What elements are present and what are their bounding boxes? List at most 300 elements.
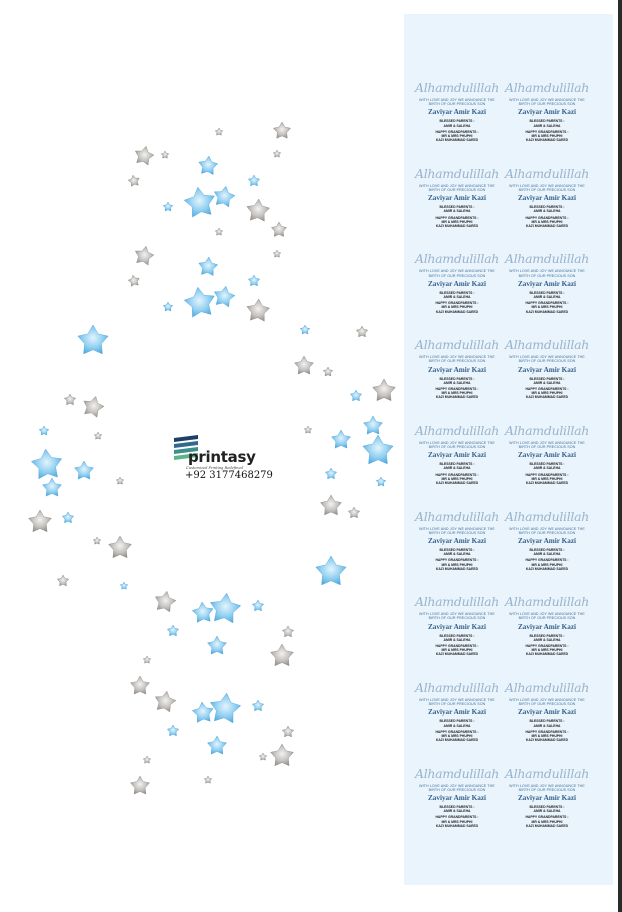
label-baby-name: Zaviyar Amir Kazi xyxy=(517,622,577,631)
blue-star-icon xyxy=(39,426,49,435)
label-script-title: Alhamdulillah xyxy=(504,337,590,353)
label-parents xyxy=(502,119,592,127)
label-grandparents xyxy=(502,130,592,143)
parents-heading: BLESSED PARENTS : xyxy=(439,290,475,295)
label-parents xyxy=(412,205,502,213)
label-baby-name: Zaviyar Amir Kazi xyxy=(517,536,577,545)
parents-names: AMIR & SALEHA xyxy=(533,466,561,471)
grandparents-heading: HAPPY GRANDPARENTS : xyxy=(435,386,479,391)
label-script-title: Alhamdulillah xyxy=(504,80,590,95)
birth-announcement-label xyxy=(502,766,592,852)
gray-star-icon xyxy=(273,150,281,157)
grandparents-heading: HAPPY GRANDPARENTS : xyxy=(435,301,479,306)
birth-announcement-label xyxy=(412,423,502,509)
grandparents-line: KAZI MUHAMMAD SAEED xyxy=(435,223,479,228)
blue-star-icon xyxy=(252,600,263,611)
label-script-title: Alhamdulillah xyxy=(414,508,500,524)
blue-star-icon xyxy=(364,416,383,434)
parents-names: AMIR & SALEHA xyxy=(533,209,561,214)
label-script-title: Alhamdulillah xyxy=(504,508,590,524)
label-grandparents xyxy=(412,644,502,657)
grandparents-line: MR & MRS PHUPHI xyxy=(531,819,563,824)
grandparents-line: MR & MRS PHUPHI xyxy=(441,648,473,653)
label-announcement xyxy=(412,612,502,620)
announcement-line: BIRTH OF OUR PRECIOUS SON xyxy=(518,702,576,707)
label-script-title: Alhamdulillah xyxy=(414,594,500,610)
grandparents-line: MR & MRS PHUPHI xyxy=(531,391,563,396)
birth-announcement-label xyxy=(502,251,592,337)
grandparents-heading: HAPPY GRANDPARENTS : xyxy=(435,644,479,648)
label-announcement xyxy=(502,612,592,620)
grandparents-heading: HAPPY GRANDPARENTS : xyxy=(435,815,479,820)
label-script-title: Alhamdulillah xyxy=(504,679,590,695)
gray-star-icon xyxy=(135,246,154,265)
gray-star-icon xyxy=(304,426,312,433)
parents-heading: BLESSED PARENTS : xyxy=(439,719,475,724)
grandparents-line: KAZI MUHAMMAD SAEED xyxy=(435,823,479,828)
grandparents-heading: HAPPY GRANDPARENTS : xyxy=(525,472,569,477)
label-grandparents xyxy=(412,815,502,828)
blue-star-icon xyxy=(199,156,218,175)
blue-star-icon xyxy=(325,468,336,479)
parents-heading: BLESSED PARENTS : xyxy=(529,719,565,724)
label-baby-name: Zaviyar Amir Kazi xyxy=(517,708,577,717)
label-baby-name: Zaviyar Amir Kazi xyxy=(517,108,577,117)
grandparents-line: MR & MRS PHUPHI xyxy=(531,562,563,567)
announcement-line: WITH LOVE AND JOY WE ANNOUNCE THE xyxy=(419,269,495,274)
label-grandparents xyxy=(412,216,502,229)
grandparents-heading: HAPPY GRANDPARENTS : xyxy=(525,644,569,648)
parents-heading: BLESSED PARENTS : xyxy=(439,376,475,381)
announcement-line: BIRTH OF OUR PRECIOUS SON xyxy=(428,187,486,192)
blue-star-icon xyxy=(210,693,240,723)
birth-announcement-label xyxy=(412,166,502,252)
birth-announcement-label xyxy=(502,423,592,509)
parents-names: AMIR & SALEHA xyxy=(533,637,561,642)
birth-announcement-label xyxy=(502,680,592,766)
gray-star-icon xyxy=(143,756,151,763)
blue-star-icon xyxy=(252,700,263,711)
blue-star-icon xyxy=(208,736,227,754)
page-edge xyxy=(618,0,622,912)
label-script-title: Alhamdulillah xyxy=(414,165,500,181)
gray-star-icon xyxy=(93,537,101,544)
birth-announcement-label xyxy=(502,337,592,423)
label-baby-name: Zaviyar Amir Kazi xyxy=(517,279,577,288)
gray-star-icon xyxy=(271,744,294,766)
gray-star-icon xyxy=(155,691,176,712)
grandparents-line: KAZI MUHAMMAD SAEED xyxy=(435,395,479,400)
label-parents xyxy=(502,548,592,556)
announcement-line: WITH LOVE AND JOY WE ANNOUNCE THE xyxy=(509,783,585,788)
grandparents-line: MR & MRS PHUPHI xyxy=(531,305,563,310)
blue-star-icon xyxy=(78,325,108,354)
parents-names: AMIR & SALEHA xyxy=(533,295,561,299)
gray-star-icon xyxy=(215,228,223,235)
announcement-line: WITH LOVE AND JOY WE ANNOUNCE THE xyxy=(419,355,495,360)
gray-star-icon xyxy=(271,644,294,666)
gray-star-icon xyxy=(155,591,176,612)
label-parents xyxy=(412,119,502,127)
grandparents-line: KAZI MUHAMMAD SAEED xyxy=(525,823,569,828)
label-announcement xyxy=(412,441,502,449)
announcement-line: BIRTH OF OUR PRECIOUS SON xyxy=(428,530,486,535)
parents-heading: BLESSED PARENTS : xyxy=(529,462,565,467)
label-grandparents xyxy=(502,216,592,229)
label-announcement xyxy=(412,698,502,706)
blue-star-icon xyxy=(214,186,235,207)
blue-star-icon xyxy=(316,556,346,585)
blue-star-icon xyxy=(210,593,240,623)
label-baby-name: Zaviyar Amir Kazi xyxy=(427,194,487,203)
label-baby-name: Zaviyar Amir Kazi xyxy=(427,708,487,717)
brand-tagline: Customized Printing Redefined xyxy=(186,466,243,470)
announcement-line: WITH LOVE AND JOY WE ANNOUNCE THE xyxy=(509,98,585,102)
blue-star-icon xyxy=(376,477,386,486)
parents-heading: BLESSED PARENTS : xyxy=(529,205,565,210)
birth-announcement-label xyxy=(502,509,592,595)
grandparents-heading: HAPPY GRANDPARENTS : xyxy=(435,472,479,477)
label-announcement xyxy=(502,355,592,363)
blue-star-icon xyxy=(332,430,351,448)
label-announcement xyxy=(502,784,592,792)
grandparents-line: MR & MRS PHUPHI xyxy=(531,134,563,139)
gray-star-icon xyxy=(295,356,314,374)
grandparents-line: MR & MRS PHUPHI xyxy=(441,391,473,396)
gray-star-icon xyxy=(64,394,75,405)
birth-announcement-label xyxy=(502,166,592,252)
gray-star-icon xyxy=(323,367,333,376)
blue-star-icon xyxy=(120,582,128,589)
label-announcement xyxy=(502,98,592,106)
parents-heading: BLESSED PARENTS : xyxy=(529,805,565,809)
parents-names: AMIR & SALEHA xyxy=(443,637,471,642)
parents-names: AMIR & SALEHA xyxy=(533,723,561,728)
gray-star-icon xyxy=(321,495,342,515)
announcement-line: WITH LOVE AND JOY WE ANNOUNCE THE xyxy=(509,697,585,702)
label-script-title: Alhamdulillah xyxy=(504,251,590,267)
label-parents xyxy=(502,719,592,727)
grandparents-line: MR & MRS PHUPHI xyxy=(441,219,473,224)
blue-star-icon xyxy=(363,435,393,464)
grandparents-heading: HAPPY GRANDPARENTS : xyxy=(525,301,569,306)
parents-names: AMIR & SALEHA xyxy=(533,809,561,814)
gray-star-icon xyxy=(271,222,286,237)
label-script-title: Alhamdulillah xyxy=(414,337,500,353)
announcement-line: BIRTH OF OUR PRECIOUS SON xyxy=(428,359,486,364)
parents-names: AMIR & SALEHA xyxy=(443,209,471,214)
blue-star-icon xyxy=(163,302,173,311)
announcement-line: WITH LOVE AND JOY WE ANNOUNCE THE xyxy=(419,183,495,188)
gray-star-icon xyxy=(282,626,293,637)
printasy-logo xyxy=(172,434,273,484)
birth-announcement-label xyxy=(412,509,502,595)
label-grandparents xyxy=(412,558,502,571)
announcement-line: WITH LOVE AND JOY WE ANNOUNCE THE xyxy=(419,697,495,702)
label-grandparents xyxy=(502,730,592,743)
blue-star-icon xyxy=(199,257,218,276)
gray-star-icon xyxy=(128,175,139,186)
birth-announcement-label xyxy=(412,766,502,852)
label-parents xyxy=(502,377,592,385)
announcement-line: WITH LOVE AND JOY WE ANNOUNCE THE xyxy=(419,98,495,102)
label-parents xyxy=(412,291,502,299)
parents-heading: BLESSED PARENTS : xyxy=(439,119,475,124)
label-script-title: Alhamdulillah xyxy=(414,80,500,95)
parents-names: AMIR & SALEHA xyxy=(443,809,471,814)
announcement-line: BIRTH OF OUR PRECIOUS SON xyxy=(518,445,576,449)
parents-names: AMIR & SALEHA xyxy=(443,295,471,299)
parents-heading: BLESSED PARENTS : xyxy=(529,290,565,295)
announcement-line: WITH LOVE AND JOY WE ANNOUNCE THE xyxy=(509,269,585,274)
label-announcement xyxy=(412,527,502,535)
announcement-line: BIRTH OF OUR PRECIOUS SON xyxy=(518,616,576,621)
gray-star-icon xyxy=(57,575,68,586)
grandparents-heading: HAPPY GRANDPARENTS : xyxy=(525,729,569,734)
grandparents-heading: HAPPY GRANDPARENTS : xyxy=(435,558,479,563)
grandparents-line: KAZI MUHAMMAD SAEED xyxy=(435,138,479,143)
label-parents xyxy=(412,634,502,642)
birth-announcement-label xyxy=(412,251,502,337)
label-script-title: Alhamdulillah xyxy=(504,765,590,781)
label-grandparents xyxy=(412,387,502,400)
label-parents xyxy=(412,719,502,727)
gray-star-icon xyxy=(215,128,223,135)
announcement-line: WITH LOVE AND JOY WE ANNOUNCE THE xyxy=(509,526,585,531)
parents-heading: BLESSED PARENTS : xyxy=(529,633,565,638)
parents-heading: BLESSED PARENTS : xyxy=(529,547,565,552)
announcement-line: WITH LOVE AND JOY WE ANNOUNCE THE xyxy=(509,183,585,188)
label-grandparents xyxy=(502,473,592,486)
grandparents-line: MR & MRS PHUPHI xyxy=(441,819,473,824)
label-grandparents xyxy=(412,730,502,743)
blue-star-icon xyxy=(167,625,178,636)
announcement-line: BIRTH OF OUR PRECIOUS SON xyxy=(518,102,576,107)
blue-star-icon xyxy=(167,725,178,736)
parents-heading: BLESSED PARENTS : xyxy=(529,376,565,381)
label-baby-name: Zaviyar Amir Kazi xyxy=(517,794,577,802)
label-baby-name: Zaviyar Amir Kazi xyxy=(427,794,487,802)
announcement-line: BIRTH OF OUR PRECIOUS SON xyxy=(518,359,576,364)
gray-star-icon xyxy=(356,326,367,337)
announcement-line: WITH LOVE AND JOY WE ANNOUNCE THE xyxy=(509,355,585,360)
label-announcement xyxy=(502,269,592,277)
grandparents-line: KAZI MUHAMMAD SAEED xyxy=(525,738,569,743)
grandparents-line: KAZI MUHAMMAD SAEED xyxy=(525,652,569,657)
label-grandparents xyxy=(412,473,502,486)
grandparents-line: KAZI MUHAMMAD SAEED xyxy=(525,309,569,314)
announcement-line: BIRTH OF OUR PRECIOUS SON xyxy=(518,530,576,535)
label-parents xyxy=(502,805,592,813)
gray-star-icon xyxy=(273,250,281,257)
label-script-title: Alhamdulillah xyxy=(414,422,500,438)
label-grandparents xyxy=(502,644,592,657)
label-baby-name: Zaviyar Amir Kazi xyxy=(517,365,577,374)
grandparents-line: MR & MRS PHUPHI xyxy=(531,733,563,738)
label-grandparents xyxy=(502,387,592,400)
label-baby-name: Zaviyar Amir Kazi xyxy=(427,279,487,288)
blue-star-icon xyxy=(350,390,361,401)
label-grandparents xyxy=(502,815,592,828)
label-parents xyxy=(502,462,592,470)
grandparents-line: KAZI MUHAMMAD SAEED xyxy=(435,652,479,657)
label-script-title: Alhamdulillah xyxy=(504,594,590,610)
blue-star-icon xyxy=(75,461,94,479)
label-parents xyxy=(502,291,592,299)
grandparents-heading: HAPPY GRANDPARENTS : xyxy=(525,386,569,391)
parents-names: AMIR & SALEHA xyxy=(443,552,471,557)
blue-star-icon xyxy=(184,287,214,317)
parents-heading: BLESSED PARENTS : xyxy=(439,805,475,809)
blue-star-icon xyxy=(31,449,61,479)
blue-star-icon xyxy=(214,286,235,307)
label-baby-name: Zaviyar Amir Kazi xyxy=(427,536,487,545)
label-baby-name: Zaviyar Amir Kazi xyxy=(427,622,487,631)
announcement-line: WITH LOVE AND JOY WE ANNOUNCE THE xyxy=(419,783,495,788)
label-baby-name: Zaviyar Amir Kazi xyxy=(427,108,487,117)
label-parents xyxy=(502,205,592,213)
gray-star-icon xyxy=(116,477,124,484)
label-parents xyxy=(412,805,502,813)
parents-names: AMIR & SALEHA xyxy=(443,723,471,728)
label-grandparents xyxy=(412,130,502,143)
blue-star-icon xyxy=(192,702,213,722)
announcement-line: WITH LOVE AND JOY WE ANNOUNCE THE xyxy=(419,612,495,617)
announcement-line: BIRTH OF OUR PRECIOUS SON xyxy=(428,702,486,707)
label-grandparents xyxy=(412,301,502,314)
label-announcement xyxy=(502,527,592,535)
grandparents-line: MR & MRS PHUPHI xyxy=(441,134,473,139)
blue-star-icon xyxy=(248,275,259,286)
grandparents-heading: HAPPY GRANDPARENTS : xyxy=(525,558,569,563)
announcement-line: BIRTH OF OUR PRECIOUS SON xyxy=(428,102,486,107)
announcement-line: WITH LOVE AND JOY WE ANNOUNCE THE xyxy=(419,440,495,445)
gray-star-icon xyxy=(143,656,151,663)
parents-names: AMIR & SALEHA xyxy=(533,380,561,385)
gray-star-icon xyxy=(94,432,102,439)
grandparents-line: KAZI MUHAMMAD SAEED xyxy=(435,738,479,743)
announcement-line: WITH LOVE AND JOY WE ANNOUNCE THE xyxy=(509,612,585,617)
parents-names: AMIR & SALEHA xyxy=(533,552,561,557)
announcement-line: WITH LOVE AND JOY WE ANNOUNCE THE xyxy=(419,526,495,531)
grandparents-heading: HAPPY GRANDPARENTS : xyxy=(435,129,479,134)
grandparents-line: MR & MRS PHUPHI xyxy=(531,476,563,481)
blue-star-icon xyxy=(62,512,73,523)
label-baby-name: Zaviyar Amir Kazi xyxy=(427,365,487,374)
birth-announcement-label xyxy=(412,80,502,166)
blue-star-icon xyxy=(184,187,214,217)
label-parents xyxy=(412,462,502,470)
gray-star-icon xyxy=(161,151,169,158)
parents-names: AMIR & SALEHA xyxy=(533,123,561,128)
grandparents-line: MR & MRS PHUPHI xyxy=(531,648,563,653)
gray-star-icon xyxy=(273,122,290,138)
label-announcement xyxy=(502,184,592,192)
label-parents xyxy=(412,548,502,556)
parents-names: AMIR & SALEHA xyxy=(443,380,471,385)
parents-heading: BLESSED PARENTS : xyxy=(439,462,475,467)
gray-star-icon xyxy=(247,199,270,221)
label-script-title: Alhamdulillah xyxy=(414,765,500,781)
parents-heading: BLESSED PARENTS : xyxy=(529,119,565,124)
blue-star-icon xyxy=(192,602,213,622)
label-script-title: Alhamdulillah xyxy=(414,251,500,267)
birth-announcement-label xyxy=(412,337,502,423)
birth-announcement-label xyxy=(502,80,592,166)
label-parents xyxy=(412,377,502,385)
parents-names: AMIR & SALEHA xyxy=(443,466,471,471)
announcement-line: BIRTH OF OUR PRECIOUS SON xyxy=(428,273,486,278)
gray-star-icon xyxy=(84,396,104,417)
grandparents-line: KAZI MUHAMMAD SAEED xyxy=(525,481,569,486)
grandparents-heading: HAPPY GRANDPARENTS : xyxy=(435,215,479,220)
label-announcement xyxy=(412,355,502,363)
blue-star-icon xyxy=(300,325,310,334)
parents-heading: BLESSED PARENTS : xyxy=(439,633,475,638)
gray-star-icon xyxy=(247,299,270,321)
grandparents-line: KAZI MUHAMMAD SAEED xyxy=(525,395,569,400)
label-announcement xyxy=(502,698,592,706)
grandparents-line: KAZI MUHAMMAD SAEED xyxy=(435,566,479,571)
contact-phone: +92 3177468279 xyxy=(185,470,273,481)
gray-star-icon xyxy=(204,776,212,783)
grandparents-line: MR & MRS PHUPHI xyxy=(441,733,473,738)
gray-star-icon xyxy=(282,726,293,737)
label-announcement xyxy=(412,184,502,192)
grandparents-heading: HAPPY GRANDPARENTS : xyxy=(435,729,479,734)
blue-star-icon xyxy=(208,636,227,654)
parents-heading: BLESSED PARENTS : xyxy=(439,205,475,210)
grandparents-line: KAZI MUHAMMAD SAEED xyxy=(435,309,479,314)
blue-star-icon xyxy=(43,478,62,496)
announcement-line: BIRTH OF OUR PRECIOUS SON xyxy=(518,273,576,278)
grandparents-line: KAZI MUHAMMAD SAEED xyxy=(525,566,569,571)
birth-announcement-label xyxy=(502,594,592,680)
grandparents-heading: HAPPY GRANDPARENTS : xyxy=(525,815,569,820)
label-baby-name: Zaviyar Amir Kazi xyxy=(517,451,577,460)
gray-star-icon xyxy=(128,275,139,286)
gray-star-icon xyxy=(259,753,267,760)
grandparents-line: MR & MRS PHUPHI xyxy=(441,476,473,481)
blue-star-icon xyxy=(248,175,259,186)
label-script-title: Alhamdulillah xyxy=(504,422,590,438)
announcement-line: BIRTH OF OUR PRECIOUS SON xyxy=(428,445,486,449)
label-baby-name: Zaviyar Amir Kazi xyxy=(517,194,577,203)
label-announcement xyxy=(502,441,592,449)
brand-name: printasy xyxy=(188,448,256,466)
gray-star-icon xyxy=(348,507,359,518)
gray-star-icon xyxy=(135,146,154,165)
grandparents-line: MR & MRS PHUPHI xyxy=(441,305,473,310)
announcement-line: WITH LOVE AND JOY WE ANNOUNCE THE xyxy=(509,440,585,445)
label-announcement xyxy=(412,269,502,277)
grandparents-line: KAZI MUHAMMAD SAEED xyxy=(525,223,569,228)
gray-star-icon xyxy=(373,379,396,401)
label-announcement xyxy=(412,784,502,792)
announcement-line: BIRTH OF OUR PRECIOUS SON xyxy=(518,187,576,192)
label-script-title: Alhamdulillah xyxy=(414,679,500,695)
gray-star-icon xyxy=(131,776,150,794)
announcement-line: BIRTH OF OUR PRECIOUS SON xyxy=(428,787,486,792)
announcement-line: BIRTH OF OUR PRECIOUS SON xyxy=(428,616,486,621)
grandparents-line: MR & MRS PHUPHI xyxy=(441,562,473,567)
label-parents xyxy=(502,634,592,642)
gray-star-icon xyxy=(131,676,150,694)
grandparents-heading: HAPPY GRANDPARENTS : xyxy=(525,215,569,220)
grandparents-heading: HAPPY GRANDPARENTS : xyxy=(525,129,569,134)
grandparents-line: KAZI MUHAMMAD SAEED xyxy=(525,138,569,143)
label-grandparents xyxy=(502,301,592,314)
